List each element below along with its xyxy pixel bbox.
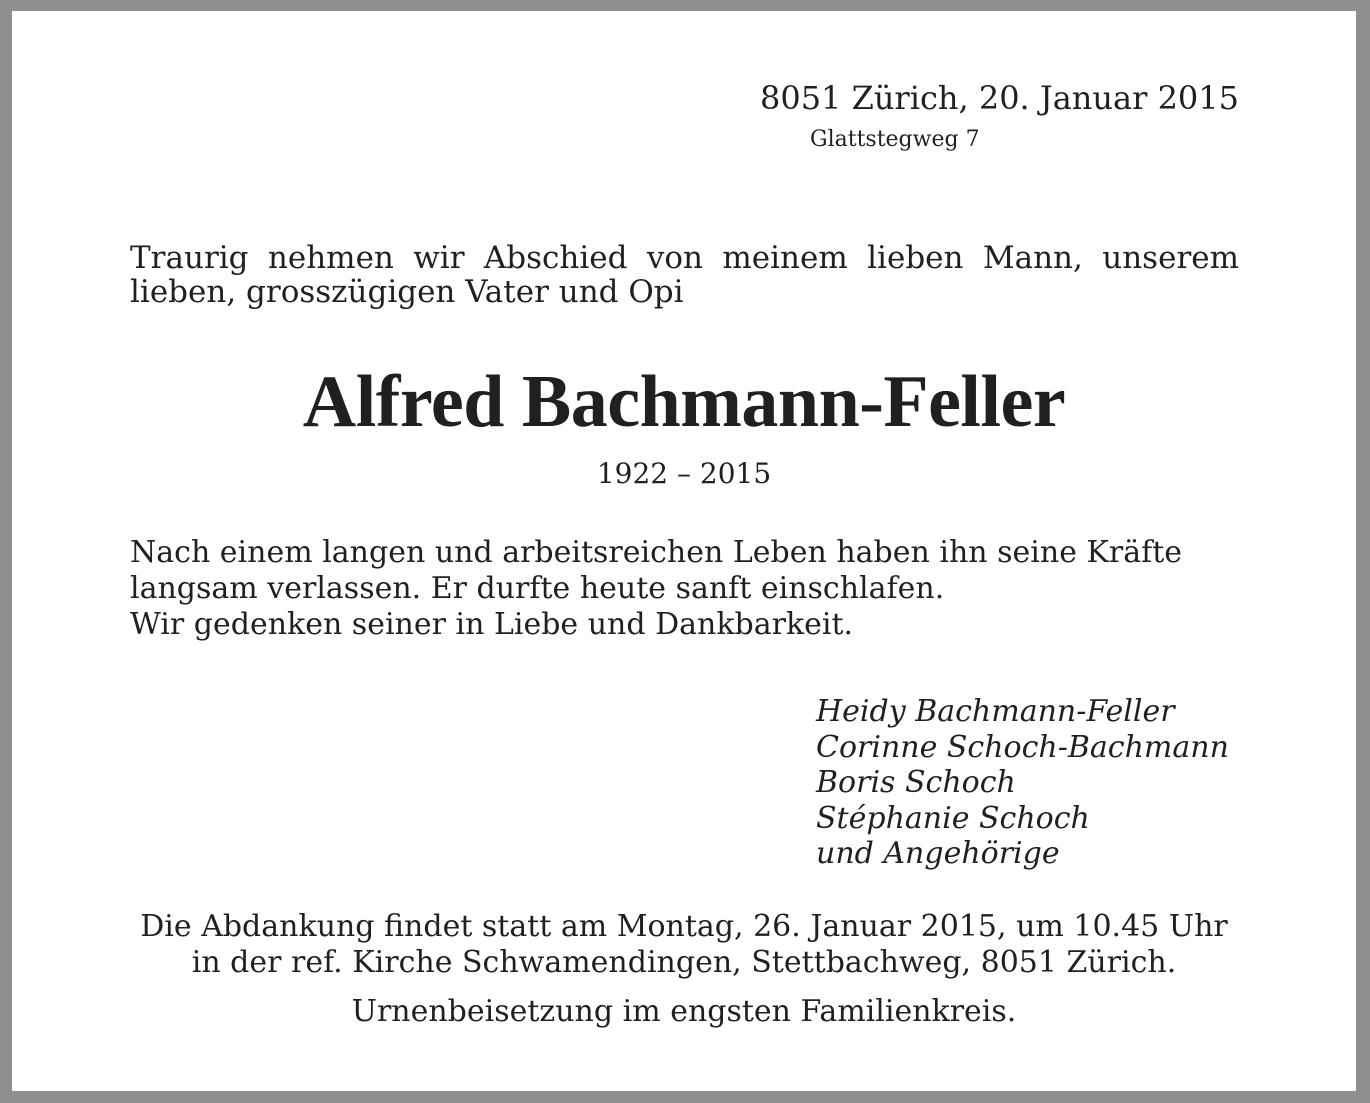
mourner-name: Corinne Schoch-Bachmann: [816, 729, 1229, 765]
place-date: 8051 Zürich, 20. Januar 2015: [759, 79, 1239, 117]
life-years: 1922 – 2015: [596, 457, 772, 490]
message-line: langsam verlassen. Er durfte heute sanft einschlafen.: [130, 571, 945, 606]
deceased-name: Alfred Bachmann-Feller: [302, 361, 1066, 443]
obituary-notice: [12, 11, 1356, 1091]
street-address: Glattstegweg 7: [810, 127, 980, 152]
service-line: Die Abdankung findet statt am Montag, 26. Januar 2015, um 10.45 Uhr: [140, 909, 1228, 944]
burial-note: Urnenbeisetzung im engsten Familienkreis.: [351, 994, 1017, 1029]
service-line: in der ref. Kirche Schwamendingen, Stettbachweg, 8051 Zürich.: [191, 945, 1177, 980]
intro-line: Traurig nehmen wir Abschied von meinem lieben Mann, unserem: [130, 240, 1239, 276]
message-line: Wir gedenken seiner in Liebe und Dankbarkeit.: [130, 607, 854, 642]
intro-text: [130, 241, 1239, 309]
mourner-name: und Angehörige: [816, 836, 1060, 871]
service-details: [12, 909, 1356, 981]
message-text: [130, 535, 1245, 643]
mourner-name: Boris Schoch: [816, 765, 1016, 800]
mourners-list: [816, 694, 1229, 872]
intro-line: lieben, grosszügigen Vater und Opi: [130, 274, 684, 310]
mourner-name: Heidy Bachmann-Feller: [816, 694, 1175, 729]
mourner-name: Stéphanie Schoch: [816, 800, 1090, 836]
message-line: Nach einem langen und arbeitsreichen Leben haben ihn seine Kräfte: [130, 535, 1183, 570]
